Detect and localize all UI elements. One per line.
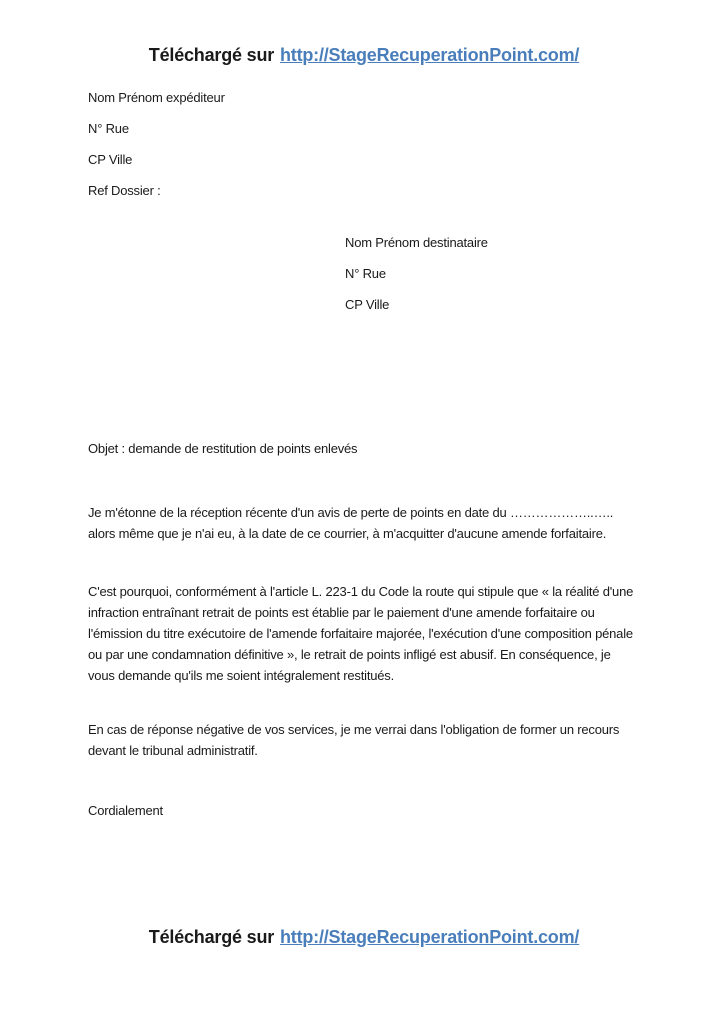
paragraph-intro: Je m'étonne de la réception récente d'un avis de perte de points en date du ………………..….. alors même que je n'ai eu, à la date de ce courrier, à m'acquitter d'aucune amende forfaitaire. bbox=[88, 505, 614, 541]
recipient-name-line: Nom Prénom destinataire bbox=[345, 235, 488, 250]
sender-street-line: N° Rue bbox=[88, 121, 129, 136]
sender-city-line: CP Ville bbox=[88, 152, 133, 167]
footer-link[interactable]: http://StageRecuperationPoint.com/ bbox=[279, 927, 580, 947]
recipient-city-line: CP Ville bbox=[345, 297, 390, 312]
sender-name-line: Nom Prénom expéditeur bbox=[88, 90, 225, 105]
case-reference-line: Ref Dossier : bbox=[88, 183, 161, 198]
header-banner-text: Téléchargé sur bbox=[148, 45, 275, 65]
closing-salutation: Cordialement bbox=[88, 803, 163, 818]
sender-address-block bbox=[88, 88, 640, 201]
paragraph-legal-argument: C'est pourquoi, conformément à l'article L. 223-1 du Code la route qui stipule que « la réalité d'une infraction entraînant retrait de points est établie par le paiement d'une amende forfaitaire ou l'émission du titre exécutoire de l'amende forfaitaire majorée, l'exécution d'une composition pénale ou par une condamnation définitive », le retrait de points infligé est abusif. En conséquence, je vous demande qu'ils me soient intégralement restitués. bbox=[88, 584, 634, 683]
recipient-street-line: N° Rue bbox=[345, 266, 386, 281]
header-banner bbox=[88, 44, 640, 66]
footer-banner-text: Téléchargé sur bbox=[148, 927, 275, 947]
subject-line: Objet : demande de restitution de points enlevés bbox=[88, 441, 358, 456]
footer-banner bbox=[88, 926, 640, 948]
paragraph-recourse: En cas de réponse négative de vos services, je me verrai dans l'obligation de former un recours devant le tribunal administratif. bbox=[88, 722, 620, 758]
header-link[interactable]: http://StageRecuperationPoint.com/ bbox=[279, 45, 580, 65]
recipient-address-block bbox=[345, 233, 640, 315]
